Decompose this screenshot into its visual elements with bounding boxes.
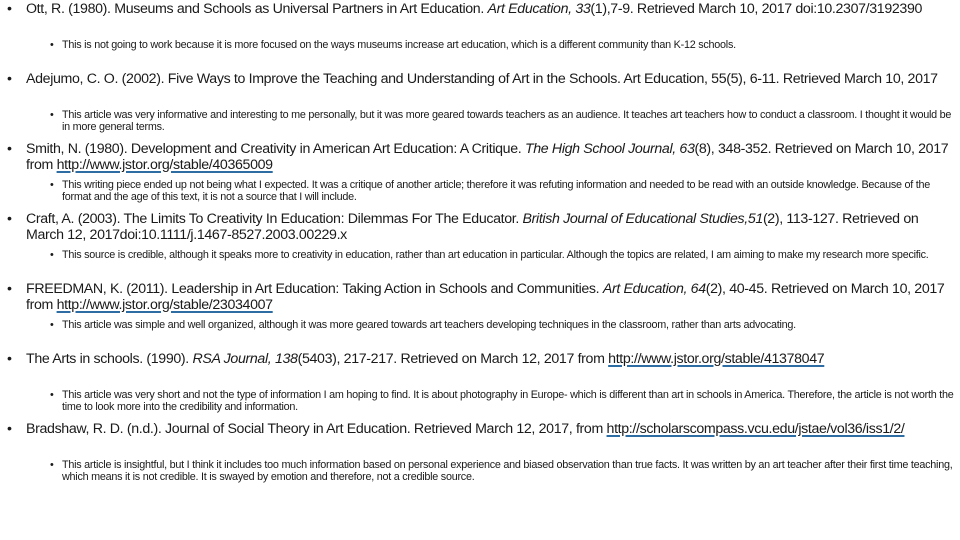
- bullet-icon: •: [50, 249, 54, 261]
- journal-title: RSA Journal, 138: [192, 351, 298, 367]
- bullet-icon: •: [50, 389, 54, 401]
- bullet-icon: •: [50, 179, 54, 191]
- comment-text: This article was very informative and interesting to me personally, but it was more geared towards teachers as an audience. It teaches art teachers how to conduct a classroom. I thought it would be in more general terms.: [62, 109, 952, 133]
- citation-link[interactable]: http://scholarscompass.vcu.edu/jstae/vol36/iss1/2/: [606, 421, 905, 437]
- reference-entry: [0, 2, 960, 72]
- comment-text: This writing piece ended up not being what I expected. It was a critique of another article; therefore it was refuting information and needed to be read with an outside knowledge. Because of the format and the age of this text, it is not a source that I will include.: [62, 179, 930, 203]
- comment: [50, 249, 954, 261]
- citation-text: (5403), 217-217. Retrieved on March 12, 2017 from: [297, 351, 609, 367]
- reference-entry: [0, 142, 960, 212]
- citation: [7, 281, 951, 313]
- bullet-icon: •: [50, 109, 54, 121]
- citation-link[interactable]: http://www.jstor.org/stable/41378047: [608, 351, 825, 367]
- comment: [50, 179, 954, 203]
- journal-title: Art Education, 64: [602, 281, 706, 297]
- citation-text: Bradshaw, R. D. (n.d.). Journal of Social Theory in Art Education. Retrieved March 12, 2017, from: [26, 421, 607, 437]
- citation-text: (1),7-9. Retrieved March 10, 2017 doi:10.2307/3192390: [590, 1, 923, 17]
- reference-entry: [0, 422, 960, 492]
- citation-text: (8), 348-352. Retrieved on March 10, 2017 from: [26, 141, 949, 173]
- reference-list: [0, 2, 960, 492]
- citation-text: (2), 113-127. Retrieved on March 12, 2017doi:10.1111/j.1467-8527.2003.00229.x: [26, 211, 919, 243]
- comment: [50, 109, 954, 133]
- comment-text: This article is insightful, but I think it includes too much information based on personal experience and biased observation than true facts. It was written by an art teacher after their first time teaching, which means it is not credible. It is swayed by emotion and therefore, not a credible source.: [62, 459, 953, 483]
- bullet-icon: •: [7, 351, 12, 367]
- citation-link[interactable]: http://www.jstor.org/stable/40365009: [56, 156, 273, 173]
- citation-text: Adejumo, C. O. (2002). Five Ways to Improve the Teaching and Understanding of Art in the Schools. Art Education, 55(5), 6-11. Retrieved March 10, 2017: [26, 71, 938, 87]
- comment: [50, 459, 954, 483]
- comment-text: This source is credible, although it speaks more to creativity in education, rather than art education in particular. Although the topics are related, I am aiming to make my research more specific.: [62, 249, 929, 261]
- bullet-icon: •: [7, 141, 12, 157]
- journal-title: British Journal of Educational Studies,51: [522, 211, 763, 227]
- citation-text: (2), 40-45. Retrieved on March 10, 2017 from: [26, 281, 945, 313]
- citation: [7, 351, 951, 368]
- citation: [7, 71, 951, 88]
- bullet-icon: •: [50, 319, 54, 331]
- comment-text: This is not going to work because it is more focused on the ways museums increase art education, which is a different community than K-12 schools.: [62, 39, 736, 51]
- citation: [7, 421, 951, 438]
- bullet-icon: •: [7, 281, 12, 297]
- comment: [50, 39, 954, 51]
- bullet-icon: •: [7, 421, 12, 437]
- citation: [7, 211, 951, 243]
- bullet-icon: •: [50, 39, 54, 51]
- journal-title: The High School Journal, 63: [524, 141, 695, 157]
- comment-text: This article was simple and well organized, although it was more geared towards art teachers developing techniques in the classroom, rather than arts advocating.: [62, 319, 796, 331]
- citation: [7, 1, 951, 18]
- comment-text: This article was very short and not the type of information I am hoping to find. It is about photography in Europe- which is different than art in schools in America. Therefore, the article is not worth the time to look more into the credibility and information.: [62, 389, 954, 413]
- citation-text: Ott, R. (1980). Museums and Schools as Universal Partners in Art Education.: [26, 1, 488, 17]
- citation-text: FREEDMAN, K. (2011). Leadership in Art Education: Taking Action in Schools and Communities.: [26, 281, 603, 297]
- bullet-icon: •: [7, 211, 12, 227]
- comment: [50, 389, 954, 413]
- citation-link[interactable]: http://www.jstor.org/stable/23034007: [56, 296, 273, 313]
- citation-text: Craft, A. (2003). The Limits To Creativity In Education: Dilemmas For The Educator.: [26, 211, 523, 227]
- bullet-icon: •: [7, 1, 12, 17]
- reference-entry: [0, 282, 960, 352]
- journal-title: Art Education, 33: [487, 1, 591, 17]
- reference-entry: [0, 72, 960, 142]
- comment: [50, 319, 954, 331]
- citation: [7, 141, 951, 173]
- bullet-icon: •: [50, 459, 54, 471]
- bullet-icon: •: [7, 71, 12, 87]
- citation-text: The Arts in schools. (1990).: [26, 351, 193, 367]
- citation-text: Smith, N. (1980). Development and Creativity in American Art Education: A Critique.: [26, 141, 525, 157]
- reference-entry: [0, 212, 960, 282]
- reference-entry: [0, 352, 960, 422]
